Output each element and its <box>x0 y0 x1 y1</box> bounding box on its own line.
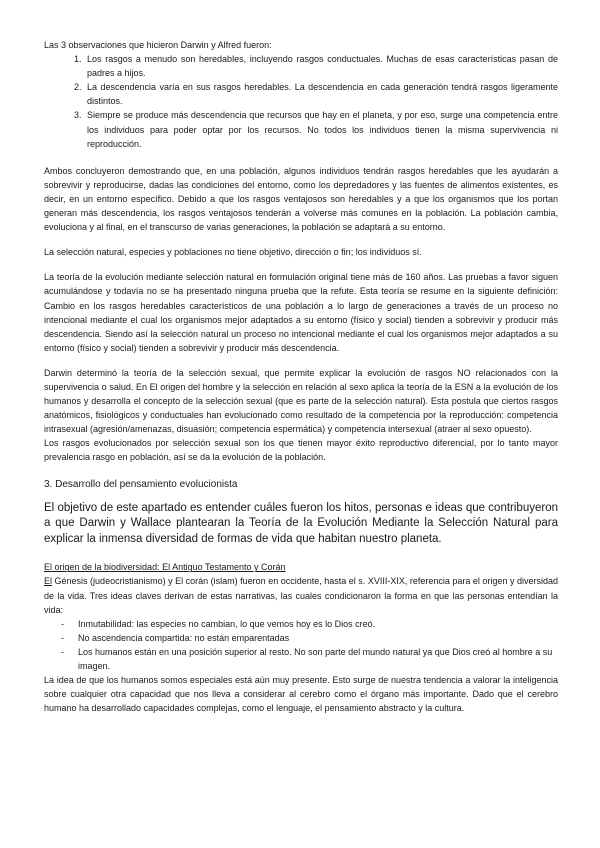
idea-item: - No ascendencia compartida: no están emparentadas <box>44 631 558 645</box>
origin-rest: Génesis (judeocristianismo) y El corán (islam) fueron en occidente, hasta el s. XVIII-XIX, referencia para el origen y diversidad de la vida. Tres ideas claves derivan de estas narrativas, las cuales condicionaron la forma en que las personas entendían la vida: <box>44 576 558 615</box>
idea-item: - Inmutabilidad: las especies no cambian, lo que vemos hoy es lo Dios creó. <box>44 617 558 631</box>
observation-item: 2. La descendencia varía en sus rasgos heredables. La descendencia en cada generación tendrá rasgos ligeramente distintos. <box>84 80 558 108</box>
theory-paragraph: La teoría de la evolución mediante selección natural en formulación original tiene más de 160 años. Las pruebas a favor siguen acumulándose y todavía no se ha presentado ninguna prueba que la refute. Esta teoría se resume en la siguiente definición: Cambio en los rasgos heredables característicos de una población a lo largo de generaciones a través de un proceso no intencional mediante el cual los organismos mejor adaptados a su entorno (físico y social) tienden a sobrevivir y producir más descendencia. Siendo así la selección natural un proceso no intencional mediante el cual los organismos mejor adaptados a su entorno (físico y social) tienden a sobrevivir y producir más descendencia. <box>44 272 558 353</box>
objective-paragraph: La selección natural, especies y poblaciones no tiene objetivo, dirección o fin; los individuos sí. <box>44 247 422 258</box>
idea-item: - Los humanos están en una posición superior al resto. No son parte del mundo natural ya que Dios creó al hombre a su imagen. <box>44 645 558 673</box>
section-heading: 3. Desarrollo del pensamiento evolucionista <box>44 478 238 490</box>
observation-item: 3. Siempre se produce más descendencia que recursos que hay en el planeta, y por eso, surge una competencia entre los individuos para poder optar por los recursos. No todos los individuos tienen la misma supervivencia ni reproducción. <box>84 108 558 150</box>
origin-paragraph <box>44 574 558 616</box>
observation-item: 1. Los rasgos a menudo son heredables, incluyendo rasgos conductuales. Muchas de esas características pasan de padres a hijos. <box>84 52 558 80</box>
observations-intro: Las 3 observaciones que hicieron Darwin y Alfred fueron: <box>44 40 272 50</box>
observations-list <box>44 52 558 151</box>
origin-first-word: El <box>44 576 53 587</box>
sexual-selection-paragraph: Darwin determinó la teoría de la selección sexual, que permite explicar la evolución de rasgos NO relacionados con la supervivencia o salud. En El origen del hombre y la selección en relación al sexo aplica la teoría de la ESN a la evolución de los humanos y desarrolla el concepto de la selección sexual (que es parte de la selección natural). Esta postula que ciertos rasgos anatómicos, fisiológicos y conductuales han evolucionado como resultado de la competencia por la reproducción: competencia intrasexual (agresión/amenazas, disuasión; competencia espermática) y competencia intersexual (atraer al sexo opuesto). <box>44 367 558 435</box>
section-intro: El objetivo de este apartado es entender cuáles fueron los hitos, personas e ideas que contribuyeron a que Darwin y Wallace plantearan la Teoría de la Evolución Mediante la Selección Natural para explicar la inmensa diversidad de formas de vida que habitan nuestro planeta. <box>44 501 558 545</box>
final-paragraph: La idea de que los humanos somos especiales está aún muy presente. Esto surge de nuestra tendencia a valorar la inteligencia sobre cualquier otra capacidad que nos lleva a considerar al cerebro como el órgano más importante. Dado que el cerebro humano ha desarrollado capacidades complejas, como el lenguaje, el pensamiento abstracto y la cultura. <box>44 675 558 714</box>
sexual-selection-paragraph-2: Los rasgos evolucionados por selección sexual son los que tienen mayor éxito reproductivo diferencial, por lo tanto mayor prevalencia rasgo en población, así se da la evolución de la población. <box>44 438 558 463</box>
ideas-list <box>44 617 558 673</box>
subheading: El origen de la biodiversidad: El Antiguo Testamento y Corán <box>44 562 286 573</box>
conclusion-paragraph: Ambos concluyeron demostrando que, en una población, algunos individuos tendrán rasgos heredables que les ayudarán a sobrevivir y reproducirse, dadas las condiciones del entorno, como los depredadores y las fuentes de alimentos existentes, es decir, en un entorno específico. Debido a que los rasgos ventajosos son heredables y a que los organismos que los portan generan más descendencia, los rasgos ventajosos tenderán a volverse más comunes en la población. La población cambia, evoluciona y al final, en el transcurso de varias generaciones, la población se adaptará a su entorno. <box>44 165 558 233</box>
document-page <box>44 38 558 715</box>
